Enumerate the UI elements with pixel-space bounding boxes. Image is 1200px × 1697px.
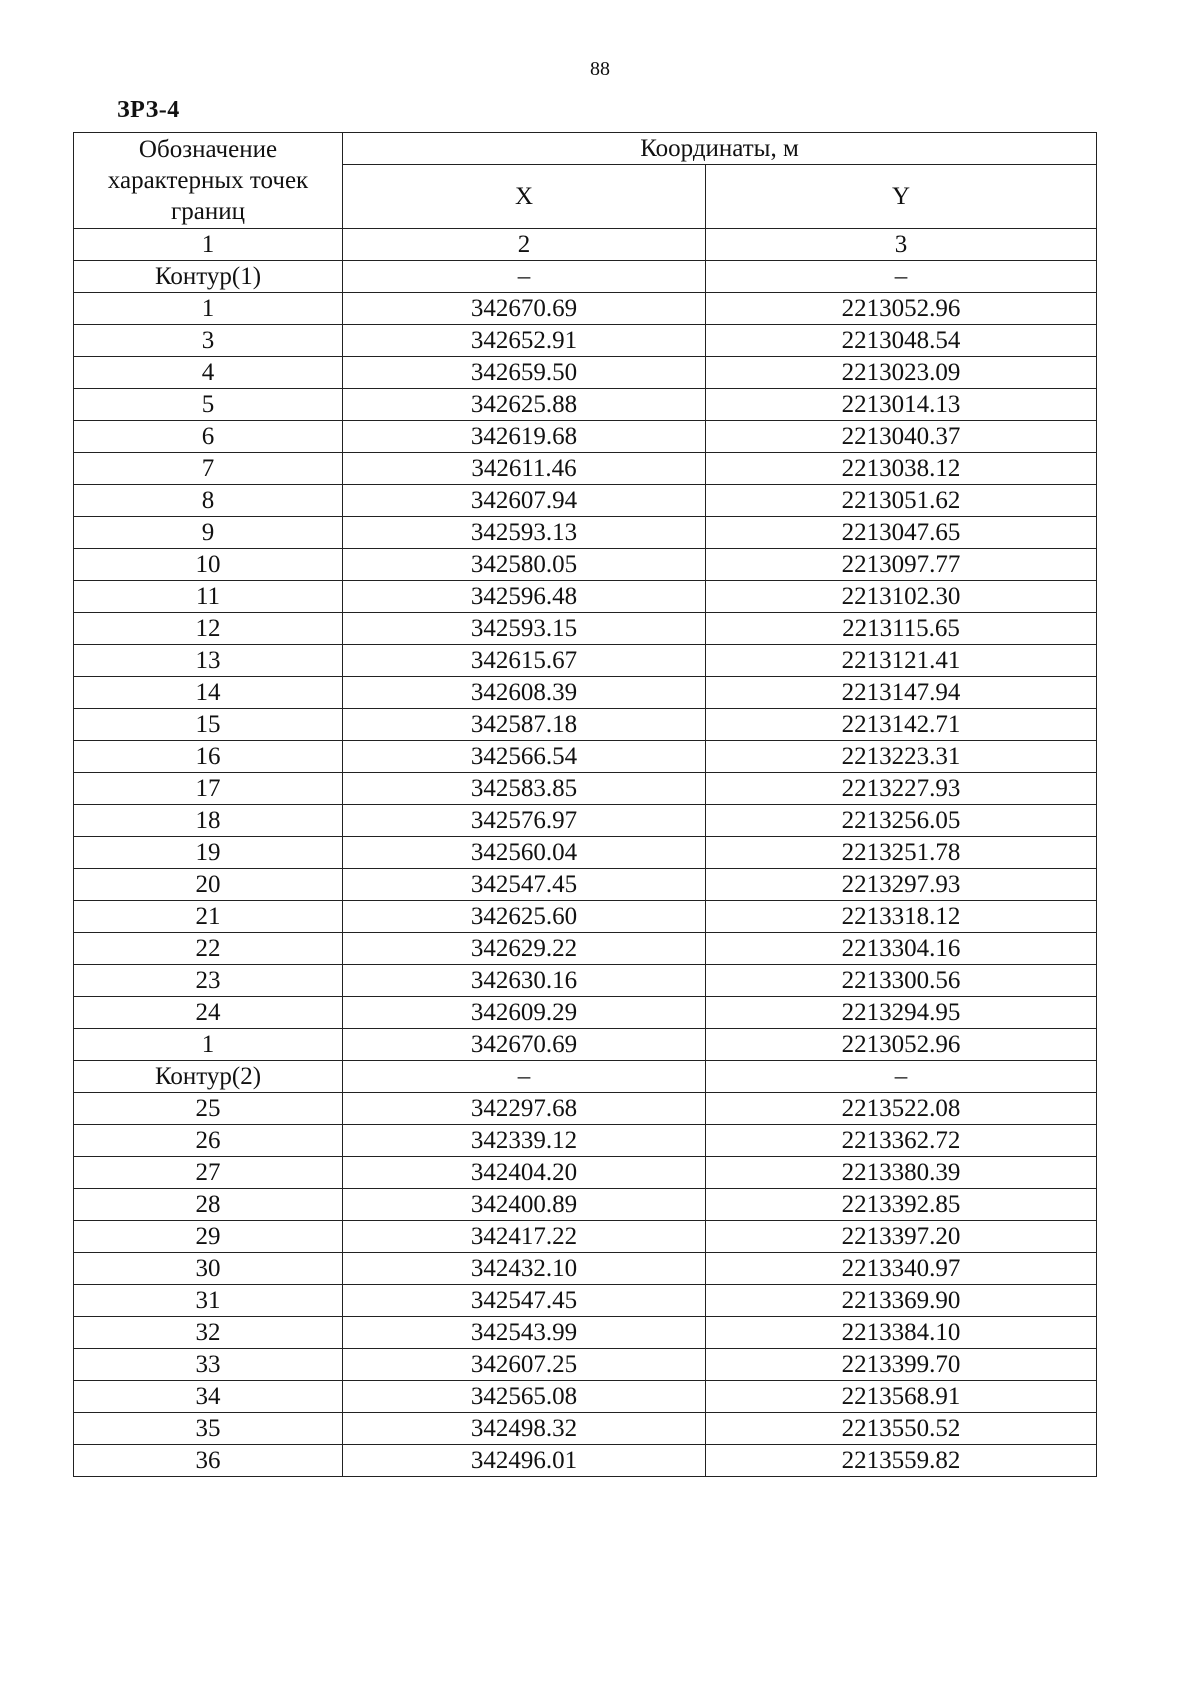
x-coordinate-cell: – — [343, 1061, 706, 1093]
table-row — [74, 1061, 1097, 1093]
table-row — [74, 613, 1097, 645]
point-designation-cell: 25 — [74, 1093, 343, 1125]
page-number: 88 — [590, 58, 610, 80]
x-coordinate-cell: 342611.46 — [343, 453, 706, 485]
point-designation-cell: 1 — [74, 1029, 343, 1061]
y-coordinate-cell: 2213318.12 — [706, 901, 1097, 933]
header-y: Y — [706, 165, 1097, 229]
table-row — [74, 1253, 1097, 1285]
y-coordinate-cell: 2213297.93 — [706, 869, 1097, 901]
y-coordinate-cell: 2213399.70 — [706, 1349, 1097, 1381]
point-designation-cell: 30 — [74, 1253, 343, 1285]
x-coordinate-cell: 342432.10 — [343, 1253, 706, 1285]
x-coordinate-cell: 342339.12 — [343, 1125, 706, 1157]
header-coordinates: Координаты, м — [343, 133, 1097, 165]
table-row — [74, 1157, 1097, 1189]
y-coordinate-cell: 2213362.72 — [706, 1125, 1097, 1157]
point-designation-cell: 10 — [74, 549, 343, 581]
x-coordinate-cell: 342400.89 — [343, 1189, 706, 1221]
table-row — [74, 1413, 1097, 1445]
x-coordinate-cell: 342576.97 — [343, 805, 706, 837]
point-designation-cell: 35 — [74, 1413, 343, 1445]
point-designation-cell: Контур(1) — [74, 261, 343, 293]
x-coordinate-cell: 342565.08 — [343, 1381, 706, 1413]
x-coordinate-cell: 342593.15 — [343, 613, 706, 645]
y-coordinate-cell: 2213048.54 — [706, 325, 1097, 357]
header-x: X — [343, 165, 706, 229]
table-row — [74, 1349, 1097, 1381]
y-coordinate-cell: 2213047.65 — [706, 517, 1097, 549]
y-coordinate-cell: 2213340.97 — [706, 1253, 1097, 1285]
y-coordinate-cell: 2213142.71 — [706, 709, 1097, 741]
x-coordinate-cell: 342609.29 — [343, 997, 706, 1029]
table-row — [74, 293, 1097, 325]
table-row — [74, 741, 1097, 773]
x-coordinate-cell: 342560.04 — [343, 837, 706, 869]
y-coordinate-cell: 2213568.91 — [706, 1381, 1097, 1413]
table-row — [74, 1221, 1097, 1253]
x-coordinate-cell: 342583.85 — [343, 773, 706, 805]
point-designation-cell: 19 — [74, 837, 343, 869]
x-coordinate-cell: 342607.94 — [343, 485, 706, 517]
table-row — [74, 453, 1097, 485]
table-row — [74, 869, 1097, 901]
point-designation-cell: 7 — [74, 453, 343, 485]
y-coordinate-cell: 2213251.78 — [706, 837, 1097, 869]
y-coordinate-cell: 2213223.31 — [706, 741, 1097, 773]
x-coordinate-cell: 342619.68 — [343, 421, 706, 453]
x-coordinate-cell: 342670.69 — [343, 1029, 706, 1061]
header-row-1 — [74, 133, 1097, 165]
table-row — [74, 1093, 1097, 1125]
table-row — [74, 1317, 1097, 1349]
point-designation-cell: 27 — [74, 1157, 343, 1189]
table-row — [74, 421, 1097, 453]
y-coordinate-cell: 2213023.09 — [706, 357, 1097, 389]
table-row — [74, 677, 1097, 709]
y-coordinate-cell: 2213256.05 — [706, 805, 1097, 837]
x-coordinate-cell: 342496.01 — [343, 1445, 706, 1477]
y-coordinate-cell: 2213380.39 — [706, 1157, 1097, 1189]
point-designation-cell: 21 — [74, 901, 343, 933]
point-designation-cell: 15 — [74, 709, 343, 741]
point-designation-cell: 12 — [74, 613, 343, 645]
point-designation-cell: 23 — [74, 965, 343, 997]
table-row — [74, 517, 1097, 549]
y-coordinate-cell: 2213392.85 — [706, 1189, 1097, 1221]
point-designation-cell: 8 — [74, 485, 343, 517]
x-coordinate-cell: 342297.68 — [343, 1093, 706, 1125]
x-coordinate-cell: 342596.48 — [343, 581, 706, 613]
point-designation-cell: 3 — [74, 325, 343, 357]
point-designation-cell: 28 — [74, 1189, 343, 1221]
table-row — [74, 1029, 1097, 1061]
point-designation-cell: 20 — [74, 869, 343, 901]
x-coordinate-cell: 342630.16 — [343, 965, 706, 997]
y-coordinate-cell: 2213304.16 — [706, 933, 1097, 965]
point-designation-cell: 31 — [74, 1285, 343, 1317]
point-designation-cell: 24 — [74, 997, 343, 1029]
table-row — [74, 1445, 1097, 1477]
column-number-3: 3 — [706, 229, 1097, 261]
x-coordinate-cell: 342593.13 — [343, 517, 706, 549]
x-coordinate-cell: 342417.22 — [343, 1221, 706, 1253]
zone-title: ЗРЗ-4 — [117, 97, 180, 123]
y-coordinate-cell: 2213121.41 — [706, 645, 1097, 677]
table-row — [74, 1189, 1097, 1221]
y-coordinate-cell: 2213294.95 — [706, 997, 1097, 1029]
table-body — [74, 261, 1097, 1477]
x-coordinate-cell: 342625.88 — [343, 389, 706, 421]
x-coordinate-cell: 342566.54 — [343, 741, 706, 773]
point-designation-cell: 1 — [74, 293, 343, 325]
x-coordinate-cell: 342608.39 — [343, 677, 706, 709]
coordinates-table — [73, 132, 1097, 1477]
table-row — [74, 485, 1097, 517]
x-coordinate-cell: 342607.25 — [343, 1349, 706, 1381]
x-coordinate-cell: 342547.45 — [343, 1285, 706, 1317]
y-coordinate-cell: 2213038.12 — [706, 453, 1097, 485]
point-designation-cell: 4 — [74, 357, 343, 389]
x-coordinate-cell: 342652.91 — [343, 325, 706, 357]
y-coordinate-cell: 2213397.20 — [706, 1221, 1097, 1253]
x-coordinate-cell: 342404.20 — [343, 1157, 706, 1189]
y-coordinate-cell: 2213559.82 — [706, 1445, 1097, 1477]
point-designation-cell: Контур(2) — [74, 1061, 343, 1093]
table-row — [74, 645, 1097, 677]
table-row — [74, 965, 1097, 997]
table-row — [74, 933, 1097, 965]
x-coordinate-cell: 342670.69 — [343, 293, 706, 325]
y-coordinate-cell: 2213040.37 — [706, 421, 1097, 453]
point-designation-cell: 17 — [74, 773, 343, 805]
table-row — [74, 805, 1097, 837]
table-row — [74, 1381, 1097, 1413]
point-designation-cell: 18 — [74, 805, 343, 837]
y-coordinate-cell: 2213052.96 — [706, 1029, 1097, 1061]
y-coordinate-cell: 2213097.77 — [706, 549, 1097, 581]
table-row — [74, 549, 1097, 581]
table-row — [74, 389, 1097, 421]
y-coordinate-cell: 2213522.08 — [706, 1093, 1097, 1125]
column-number-2: 2 — [343, 229, 706, 261]
table-row — [74, 325, 1097, 357]
x-coordinate-cell: 342659.50 — [343, 357, 706, 389]
x-coordinate-cell: 342615.67 — [343, 645, 706, 677]
x-coordinate-cell: 342587.18 — [343, 709, 706, 741]
point-designation-cell: 34 — [74, 1381, 343, 1413]
point-designation-cell: 33 — [74, 1349, 343, 1381]
table-row — [74, 837, 1097, 869]
column-number-1: 1 — [74, 229, 343, 261]
x-coordinate-cell: 342498.32 — [343, 1413, 706, 1445]
x-coordinate-cell: 342547.45 — [343, 869, 706, 901]
y-coordinate-cell: – — [706, 1061, 1097, 1093]
point-designation-cell: 32 — [74, 1317, 343, 1349]
point-designation-cell: 16 — [74, 741, 343, 773]
point-designation-cell: 26 — [74, 1125, 343, 1157]
table-row — [74, 1125, 1097, 1157]
x-coordinate-cell: 342625.60 — [343, 901, 706, 933]
table-row — [74, 709, 1097, 741]
y-coordinate-cell: 2213102.30 — [706, 581, 1097, 613]
point-designation-cell: 13 — [74, 645, 343, 677]
point-designation-cell: 11 — [74, 581, 343, 613]
y-coordinate-cell: 2213147.94 — [706, 677, 1097, 709]
point-designation-cell: 14 — [74, 677, 343, 709]
table-row — [74, 357, 1097, 389]
table-row — [74, 581, 1097, 613]
point-designation-cell: 5 — [74, 389, 343, 421]
x-coordinate-cell: – — [343, 261, 706, 293]
y-coordinate-cell: 2213369.90 — [706, 1285, 1097, 1317]
x-coordinate-cell: 342543.99 — [343, 1317, 706, 1349]
x-coordinate-cell: 342580.05 — [343, 549, 706, 581]
table-row — [74, 773, 1097, 805]
x-coordinate-cell: 342629.22 — [343, 933, 706, 965]
table-row — [74, 997, 1097, 1029]
y-coordinate-cell: 2213550.52 — [706, 1413, 1097, 1445]
y-coordinate-cell: 2213052.96 — [706, 293, 1097, 325]
point-designation-cell: 36 — [74, 1445, 343, 1477]
y-coordinate-cell: 2213300.56 — [706, 965, 1097, 997]
point-designation-cell: 22 — [74, 933, 343, 965]
y-coordinate-cell: 2213384.10 — [706, 1317, 1097, 1349]
header-designation: Обозначение характерных точек границ — [74, 133, 343, 229]
table-row — [74, 261, 1097, 293]
y-coordinate-cell: – — [706, 261, 1097, 293]
y-coordinate-cell: 2213115.65 — [706, 613, 1097, 645]
column-number-row — [74, 229, 1097, 261]
point-designation-cell: 29 — [74, 1221, 343, 1253]
y-coordinate-cell: 2213051.62 — [706, 485, 1097, 517]
point-designation-cell: 9 — [74, 517, 343, 549]
y-coordinate-cell: 2213227.93 — [706, 773, 1097, 805]
point-designation-cell: 6 — [74, 421, 343, 453]
table-row — [74, 1285, 1097, 1317]
y-coordinate-cell: 2213014.13 — [706, 389, 1097, 421]
table-row — [74, 901, 1097, 933]
